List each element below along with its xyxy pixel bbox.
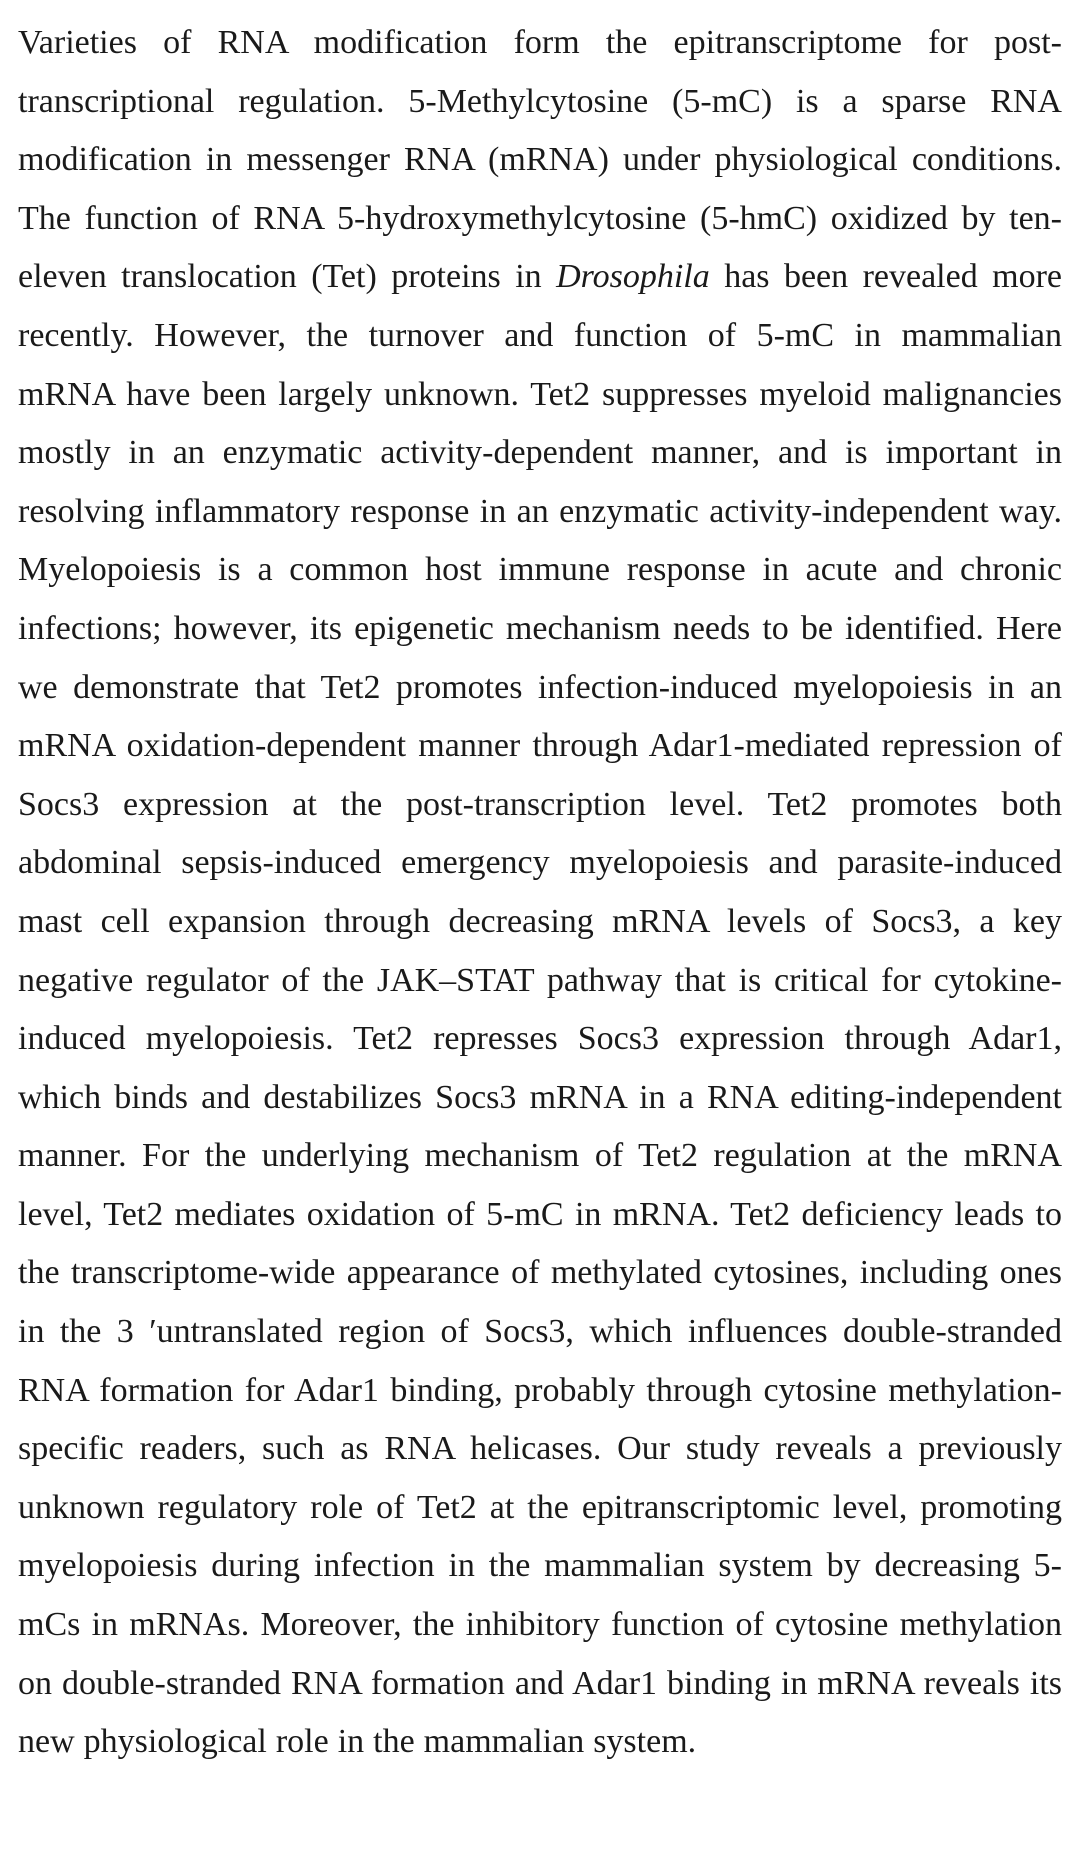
abstract-italic-term: Drosophila (556, 258, 710, 296)
abstract-paragraph (18, 14, 1062, 1772)
abstract-text-part-2: has been revealed more recently. However, the turnover and function of 5-mC in mammalian mRNA have been largely unknown. Tet2 suppresses myeloid malignancies mostly in an enzymatic activity-dependent manner, and is important in resolving inflammatory response in an enzymatic activity-independent way. Myelopoiesis is a common host immune response in acute and chronic infections; however, its epigenetic mechanism needs to be identified. Here we demonstrate that Tet2 promotes infection-induced myelopoiesis in an mRNA oxidation-dependent manner through Adar1-mediated repression of Socs3 expression at the post-transcription level. Tet2 promotes both abdominal sepsis-induced emergency myelopoiesis and parasite-induced mast cell expansion through decreasing mRNA levels of Socs3, a key negative regulator of the JAK–STAT pathway that is critical for cytokine-induced myelopoiesis. Tet2 represses Socs3 expression through Adar1, which binds and destabilizes Socs3 mRNA in a RNA editing-independent manner. For the underlying mechanism of Tet2 regulation at the mRNA level, Tet2 mediates oxidation of 5-mC in mRNA. Tet2 deficiency leads to the transcriptome-wide appearance of methylated cytosines, including ones in the 3 ′untranslated region of Socs3, which influences double-stranded RNA formation for Adar1 binding, probably through cytosine methylation-specific readers, such as RNA helicases. Our study reveals a previously unknown regulatory role of Tet2 at the epitranscriptomic level, promoting myelopoiesis during infection in the mammalian system by decreasing 5-mCs in mRNAs. Moreover, the inhibitory function of cytosine methylation on double-stranded RNA formation and Adar1 binding in mRNA reveals its new physiological role in the mammalian system. (18, 258, 1063, 1761)
abstract-text-part-1: Varieties of RNA modification form the epitranscriptome for post-transcriptional regulation. 5-Methylcytosine (5-mC) is a sparse RNA modification in messenger RNA (mRNA) under physiological conditions. The function of RNA 5-hydroxymethylcytosine (5-hmC) oxidized by ten-eleven translocation (Tet) proteins in (18, 24, 1062, 296)
